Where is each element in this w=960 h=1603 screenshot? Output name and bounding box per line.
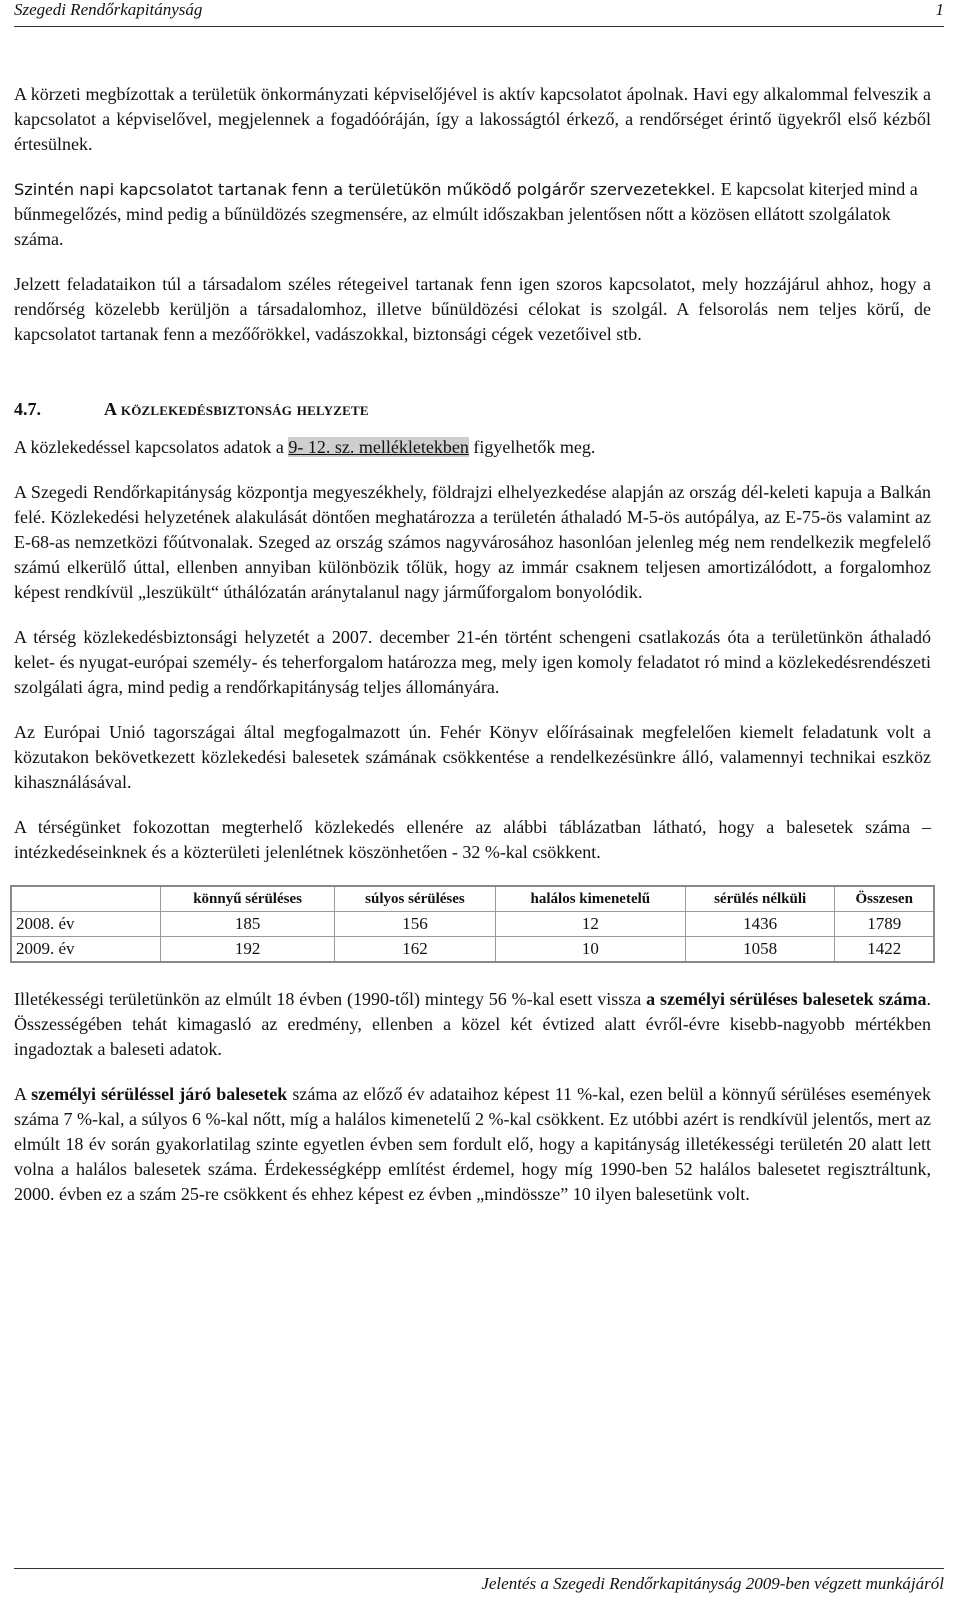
table-header-cell: halálos kimenetelű — [495, 886, 685, 912]
table-header-cell: Összesen — [835, 886, 934, 912]
table-header-cell: könnyű sérüléses — [161, 886, 335, 912]
paragraph-kmb-representatives: A körzeti megbízottak a területük önkormányzati képviselőjével is aktív kapcsolatot ápolnak. Havi egy alkalommal felveszik a kapcsolatot a képviselővel, megjelennek a fogadóóráján, így a lakosságtól érkező, a rendőrséget érintő ügyekről első kézből értesülnek. — [14, 84, 931, 154]
section-number: 4.7. — [14, 399, 41, 419]
page-footer — [14, 1568, 944, 1603]
table-cell: 1422 — [835, 937, 934, 963]
table-cell: 10 — [495, 937, 685, 963]
bold-phrase: személyi sérüléssel járó balesetek — [31, 1084, 288, 1104]
paragraph-civil-guards — [14, 177, 931, 252]
paragraph-society-contacts: Jelzett feladataikon túl a társadalom széles rétegeivel tartanak fenn igen szoros kapcsolatot, mely hozzájárul ahhoz, hogy a rendőrség közelebb kerüljön a társadalomhoz, illetve bűnüldözési célokat is szolgál. A felsorolás nem teljes körű, de kapcsolatot tartanak fenn a mezőőrökkel, vadászokkal, biztonsági cégek vezetőivel stb. — [14, 274, 931, 344]
table-header-cell: sérülés nélküli — [685, 886, 835, 912]
table-cell: 1789 — [835, 912, 934, 937]
section-title: A közlekedésbiztonság helyzete — [104, 399, 369, 419]
accident-statistics-table — [10, 885, 935, 963]
table-cell: 12 — [495, 912, 685, 937]
paragraph-schengen: A térség közlekedésbiztonsági helyzetét a 2007. december 21-én történt schengeni csatlakozás óta a területünkön áthaladó kelet- és nyugat-európai személy- és teherforgalom határozza meg, mely igen komoly feladatot ró mind a közlekedésrendészeti szolgálati ágra, mind pedig a rendőrkapitányság teljes állományára. — [14, 627, 931, 697]
text-run: A — [14, 1084, 32, 1104]
annex-text-after: figyelhetők meg. — [468, 437, 596, 457]
text-run: Illetékességi területünkön az elmúlt 18 évben (1990-től) mintegy 56 %-kal esett vissza — [14, 989, 647, 1009]
paragraph-white-paper: Az Európai Unió tagországai által megfogalmazott ún. Fehér Könyv előírásainak megfelelően kiemelt feladatunk volt a közutakon bekövetkezett közlekedési balesetek számának csökkentése a rendelkezésünkre álló, valamennyi technikai eszköz kihasználásával. — [14, 722, 931, 792]
table-header-row — [11, 886, 934, 912]
table-row — [11, 912, 934, 937]
table-cell: 192 — [161, 937, 335, 963]
paragraph-geography: A Szegedi Rendőrkapitányság központja megyeszékhely, földrajzi elhelyezkedése alapján az ország dél-keleti kapuja a Balkán felé. Közlekedési helyzetének alakulását döntően meghatározza a területén áthaladó M-5-ös autópálya, az E-75-ös valamint az E-68-as nemzetközi főútvonalak. Szeged az ország számos nagyvárosához hasonlóan jelenleg még nem rendelkezik megfelelő számú elkerülő úttal, ellenben annyiban különbözik tőlük, hogy az immár csaknem teljesen amortizálódott, a forgalomhoz képest rendkívül „leszükült“ úthálózatán aránytalanul nagy járműforgalom bonyolódik. — [14, 482, 931, 602]
annex-text-before: A közlekedéssel kapcsolatos adatok a — [14, 437, 289, 457]
text-run: . Összességében tehát kimagasló az eredmény, ellenben a közel két évtized alatt évről-évre kisebb-nagyobb mértékben ingadoztak a baleseti adatok. — [14, 989, 931, 1059]
table-cell: 1436 — [685, 912, 835, 937]
table-row — [11, 937, 934, 963]
table-header-cell — [11, 886, 161, 912]
table-cell: 1058 — [685, 937, 835, 963]
table-header-cell: súlyos sérüléses — [335, 886, 496, 912]
annex-link[interactable]: 9- 12. sz. mellékletekben — [288, 437, 469, 457]
civil-guards-sentence: Szintén napi kapcsolatot tartanak fenn a területükön működő polgárőr szervezetekkel. — [14, 180, 716, 199]
page-header — [14, 0, 944, 27]
paragraph-personal-injury-trend — [14, 987, 931, 1062]
paragraph-accident-decrease: A térségünket fokozottan megterhelő közlekedés ellenére az alábbi táblázatban látható, hogy a balesetek száma – intézkedéseinknek és a közterületi jelenlétnek köszönhetően - 32 %-kal csökkent. — [14, 817, 931, 862]
paragraph-annex-reference — [14, 435, 931, 460]
table-cell: 162 — [335, 937, 496, 963]
civil-guards-continuation: E kapcsolat kiterjed mind a bűnmegelőzés, mind pedig a bűnüldözés szegmensére, az elmúlt időszakban jelentősen nőtt a közösen ellátott szolgálatok száma. — [14, 179, 918, 249]
bold-phrase: a személyi sérüléses balesetek száma — [646, 989, 927, 1009]
section-heading — [14, 397, 931, 422]
header-title: Szegedi Rendőrkapitányság — [14, 0, 203, 19]
text-run: száma az előző év adataihoz képest 11 %-kal, ezen belül a könnyű sérüléses események száma 7 %-kal, a súlyos 6 %-kal nőtt, míg a halálos kimenetelű 2 %-kal csökkent. Ez utóbbi azért is rendkívül jelentős, mert az elmúlt 18 év során gyakorlatilag szinte egyetlen évben sem fordult elő, hogy a kapitányság illetékességi területén 20 alatt lett volna a halálos balesetek száma. Érdekességképp említést érdemel, hogy míg 1990-ben 52 halálos balesetet regisztráltunk, 2000. évben ez a szám 25-re csökkent és ehhez képest ez évben „mindössze” 10 ilyen balesetünk volt. — [14, 1084, 931, 1204]
table-cell: 185 — [161, 912, 335, 937]
paragraph-injury-breakdown — [14, 1082, 931, 1207]
footer-text: Jelentés a Szegedi Rendőrkapitányság 2009-ben végzett munkájáról — [481, 1574, 944, 1593]
table-cell-year: 2009. év — [11, 937, 161, 963]
document-body — [14, 82, 931, 1227]
table-cell: 156 — [335, 912, 496, 937]
table-cell-year: 2008. év — [11, 912, 161, 937]
page-number: 1 — [935, 0, 944, 19]
